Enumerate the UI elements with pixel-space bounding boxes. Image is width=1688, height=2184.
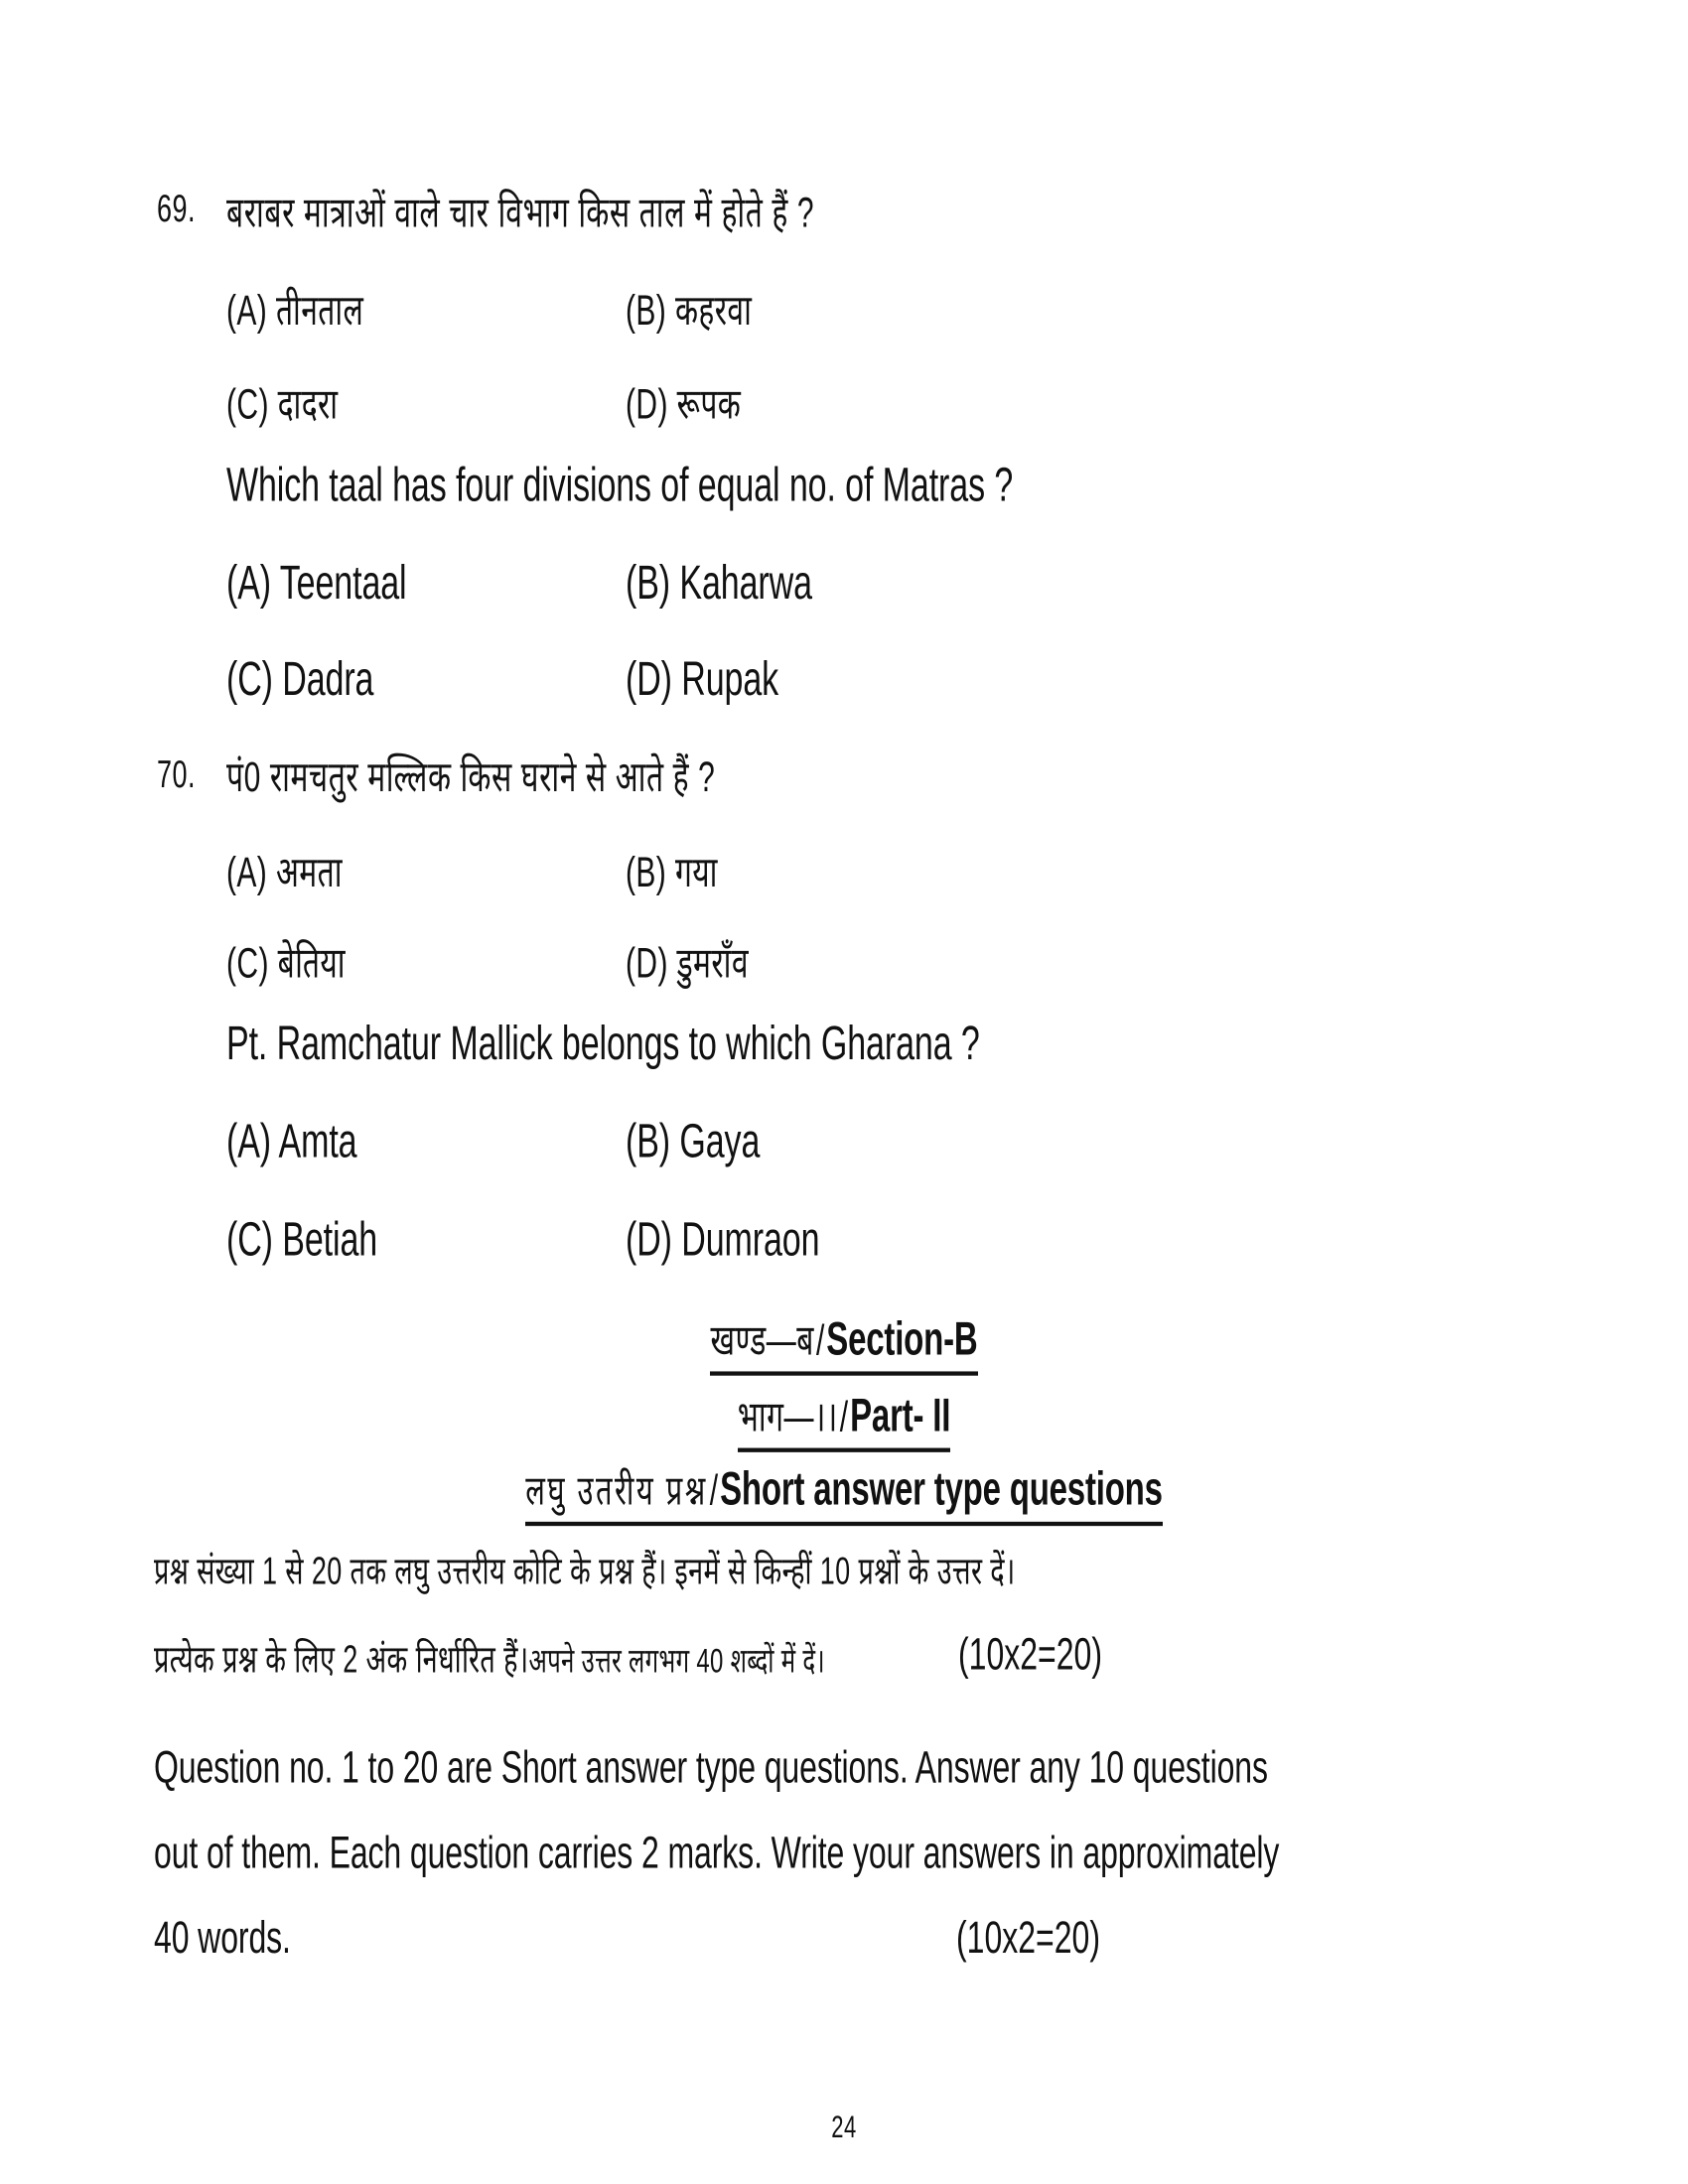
option-text: बेतिया: [277, 940, 346, 988]
question-69-hindi-option-d: [626, 373, 741, 432]
question-69-hindi-text: बराबर मात्राओं वाले चार विभाग किस ताल में होते हैं ?: [226, 190, 815, 237]
option-label: (D): [626, 940, 668, 988]
question-70-hindi-option-a: [226, 841, 343, 899]
option-label: (B): [626, 288, 667, 336]
option-label: (A): [226, 1114, 272, 1169]
option-text: Dadra: [282, 652, 374, 707]
short-answer-heading-hindi: लघु उतरीय प्रश्न: [525, 1469, 708, 1515]
question-69-hindi-option-c: [226, 373, 338, 432]
question-70-hindi-option-c: [226, 932, 346, 991]
option-label: (C): [226, 940, 269, 988]
option-text: डुमराँव: [676, 940, 749, 988]
instruction-hindi-line-2-small: अपने उत्तर लगभग 40 शब्दों में दें।: [528, 1642, 825, 1681]
part-2-heading: [0, 1386, 1688, 1452]
short-answer-heading-separator: /: [709, 1467, 719, 1515]
option-text: कहरवा: [674, 288, 753, 336]
question-70-english-option-d: [626, 1212, 819, 1268]
section-b-heading-hindi: खण्ड—ब: [710, 1317, 814, 1365]
question-69-english-option-d: [626, 652, 778, 708]
question-69-english-option-c: [226, 652, 373, 708]
hindi-marks-note: (10x2=20): [958, 1628, 1102, 1680]
question-number-70: 70.: [157, 752, 197, 796]
option-label: (B): [626, 556, 671, 611]
instruction-hindi-line-2: [154, 1631, 825, 1684]
part-2-heading-hindi: भाग—।।: [737, 1394, 838, 1441]
option-label: (C): [226, 1212, 273, 1267]
question-69-english-text: Which taal has four divisions of equal no. of Matras ?: [226, 458, 1014, 512]
option-label: (D): [626, 652, 672, 707]
instruction-hindi-line-1: प्रश्न संख्या 1 से 20 तक लघु उत्तरीय कोटि के प्रश्न हैं। इनमें से किन्हीं 10 प्रश्नों के उत्तर दें।: [154, 1550, 1016, 1593]
option-text: Amta: [278, 1114, 357, 1169]
option-text: गया: [674, 849, 718, 896]
option-text: Gaya: [679, 1114, 761, 1169]
option-text: रूपक: [676, 381, 742, 429]
option-label: (A): [226, 849, 268, 896]
page-number: 24: [831, 2109, 857, 2144]
option-label: (D): [626, 1212, 672, 1267]
option-label: (A): [226, 288, 268, 336]
option-label: (C): [226, 381, 269, 429]
question-69-english-option-a: [226, 556, 407, 612]
option-text: तीनताल: [275, 288, 364, 336]
option-label: (B): [626, 849, 667, 896]
question-70-hindi-text: पं0 रामचतुर मल्लिक किस घराने से आते हैं ?: [226, 754, 716, 802]
instruction-english-line-2: out of them. Each question carries 2 marks. Write your answers in approximately: [154, 1827, 1280, 1878]
short-answer-heading: [0, 1462, 1688, 1526]
question-70-english-text: Pt. Ramchatur Mallick belongs to which Gharana ?: [226, 1017, 980, 1071]
question-69-hindi-option-a: [226, 279, 363, 338]
short-answer-heading-english: Short answer type questions: [720, 1461, 1163, 1515]
section-b-heading: [0, 1309, 1688, 1376]
option-text: अमता: [275, 849, 343, 896]
option-text: दादरा: [277, 381, 339, 429]
section-b-heading-english: Section-B: [826, 1311, 978, 1365]
question-number-69: 69.: [157, 187, 197, 230]
question-70-hindi-option-b: [626, 841, 718, 899]
question-69-hindi-option-b: [626, 279, 752, 338]
option-text: Rupak: [681, 652, 779, 707]
option-text: Dumraon: [681, 1212, 820, 1267]
instruction-english-line-3: 40 words.: [154, 1911, 291, 1964]
option-text: Kaharwa: [679, 556, 812, 611]
part-2-heading-separator: /: [839, 1394, 849, 1441]
instruction-english-line-1: Question no. 1 to 20 are Short answer type questions. Answer any 10 questions: [154, 1741, 1268, 1793]
question-69-english-option-b: [626, 556, 812, 612]
option-label: (B): [626, 1114, 671, 1169]
question-70-hindi-option-d: [626, 932, 749, 991]
english-marks-note: (10x2=20): [956, 1911, 1100, 1964]
option-label: (C): [226, 652, 273, 707]
option-label: (A): [226, 556, 272, 611]
option-text: Betiah: [282, 1212, 378, 1267]
question-70-english-option-b: [626, 1115, 760, 1170]
question-70-english-option-a: [226, 1115, 356, 1170]
question-70-english-option-c: [226, 1212, 377, 1268]
part-2-heading-english: Part- II: [850, 1388, 951, 1441]
option-text: Teentaal: [279, 556, 407, 611]
section-b-heading-separator: /: [815, 1317, 825, 1365]
instruction-hindi-line-2-main: प्रत्येक प्रश्न के लिए 2 अंक निर्धारित हैं।: [154, 1638, 529, 1681]
option-label: (D): [626, 381, 668, 429]
